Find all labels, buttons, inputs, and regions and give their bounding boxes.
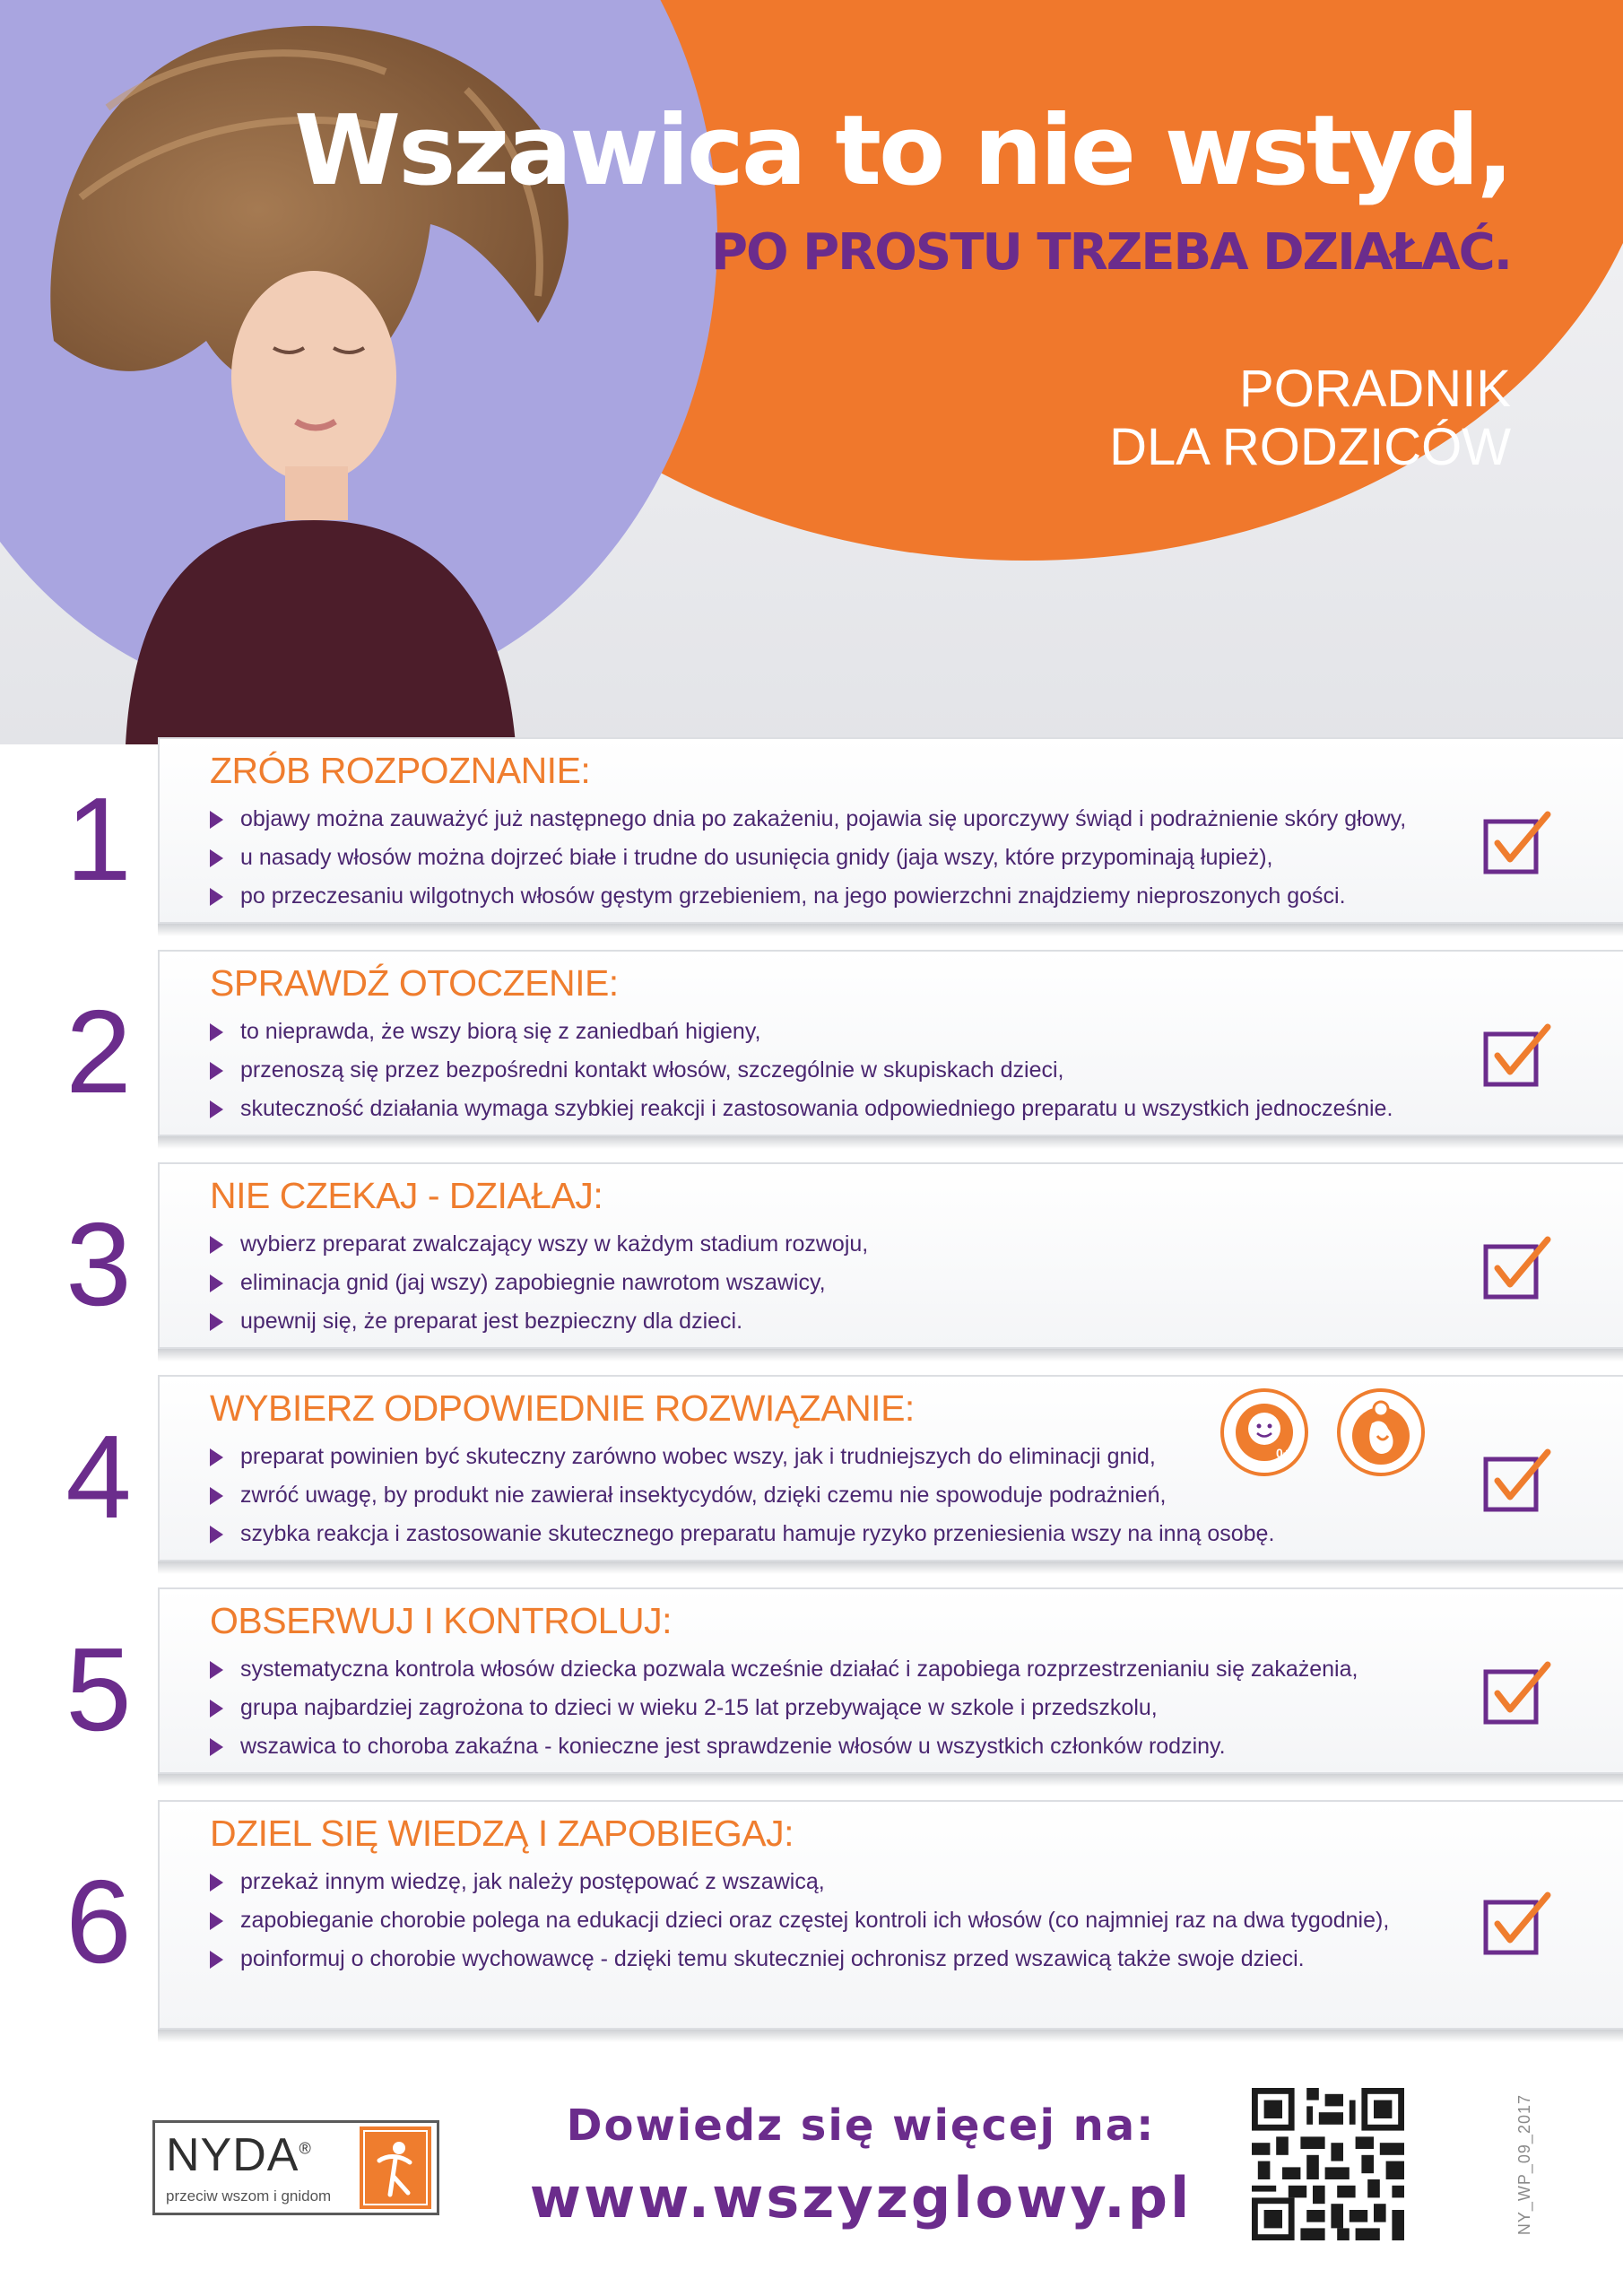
list-item: preparat powinien być skuteczny zarówno wobec wszy, jak i trudniejszych do eliminacji gnid, xyxy=(210,1438,1483,1476)
list-item: po przeczesaniu wilgotnych włosów gęstym grzebieniem, na jego powierzchni znajdziemy nieproszonych gości. xyxy=(210,877,1483,916)
step-number: 3 xyxy=(65,1198,132,1330)
list-item: zwróć uwagę, by produkt nie zawierał insektycydów, dzięki czemu nie spowoduje podrażnień, xyxy=(210,1476,1483,1515)
step-card-shadow xyxy=(158,2030,1623,2042)
brand-registered-mark: ® xyxy=(299,2139,312,2158)
more-info xyxy=(520,2100,1202,2231)
list-item: to nieprawda, że wszy biorą się z zaniedbań higieny, xyxy=(210,1013,1483,1051)
list-item: u nasady włosów można dojrzeć białe i trudne do usunięcia gnidy (jaja wszy, które przypominają łupież), xyxy=(210,839,1483,877)
list-item: systematyczna kontrola włosów dziecka pozwala wcześnie działać i zapobiega rozprzestrzenianiu się zakażenia, xyxy=(210,1650,1483,1689)
guide-label-line-2: DLA RODZICÓW xyxy=(1109,417,1511,476)
page-subtitle: PO PROSTU TRZEBA DZIAŁAĆ. xyxy=(710,223,1511,282)
print-code: NY_WP_09_2017 xyxy=(1515,2094,1533,2236)
checkbox-checked-icon xyxy=(1483,1890,1553,1958)
website-link[interactable]: www.wszyzglowy.pl xyxy=(529,2165,1193,2231)
step-heading: OBSERWUJ I KONTROLUJ: xyxy=(210,1600,672,1641)
step-items xyxy=(210,800,1483,916)
step-card-shadow xyxy=(158,1136,1623,1149)
brand-tagline: przeciw wszom i gnidom xyxy=(166,2187,332,2205)
step-items xyxy=(210,1863,1483,1979)
step-items xyxy=(210,1013,1483,1128)
step-2 xyxy=(0,950,1623,1162)
child-safe-badge-icon xyxy=(1219,1387,1309,1477)
checkbox-checked-icon xyxy=(1483,1447,1553,1515)
age-label: 0+ xyxy=(1276,1446,1290,1460)
step-heading: DZIEL SIĘ WIEDZĄ I ZAPOBIEGAJ: xyxy=(210,1813,794,1854)
list-item: wybierz preparat zwalczający wszy w każdym stadium rozwoju, xyxy=(210,1225,1483,1264)
list-item: upewnij się, że preparat jest bezpieczny dla dzieci. xyxy=(210,1302,1483,1341)
list-item: wszawica to choroba zakaźna - konieczne jest sprawdzenie włosów u wszystkich członków rodziny. xyxy=(210,1727,1483,1766)
step-1 xyxy=(0,737,1623,950)
brand-logo xyxy=(152,2120,439,2215)
step-card-shadow xyxy=(158,1561,1623,1574)
list-item: objawy można zauważyć już następnego dnia po zakażeniu, pojawia się uporczywy świąd i podrażnienie skóry głowy, xyxy=(210,800,1483,839)
list-item: przenoszą się przez bezpośredni kontakt włosów, szczególnie w skupiskach dzieci, xyxy=(210,1051,1483,1090)
list-item: przekaż innym wiedzę, jak należy postępować z wszawicą, xyxy=(210,1863,1483,1901)
step-6 xyxy=(0,1800,1623,2056)
step-heading: WYBIERZ ODPOWIEDNIE ROZWIĄZANIE: xyxy=(210,1387,915,1429)
checkbox-checked-icon xyxy=(1483,1659,1553,1727)
brand-emblem-icon xyxy=(360,2126,431,2209)
qr-code-icon[interactable] xyxy=(1252,2088,1404,2240)
list-item: poinformuj o chorobie wychowawcę - dzięki temu skuteczniej ochronisz przed wszawicą także swoje dzieci. xyxy=(210,1940,1483,1979)
step-card-shadow xyxy=(158,1349,1623,1361)
step-number: 5 xyxy=(65,1623,132,1755)
list-item: szybka reakcja i zastosowanie skutecznego preparatu hamuje ryzyko przeniesienia wszy na inną osobę. xyxy=(210,1515,1483,1553)
hero-title-block xyxy=(293,95,1511,477)
step-card-shadow xyxy=(158,924,1623,936)
step-number: 2 xyxy=(65,986,132,1118)
guide-label-line-1: PORADNIK xyxy=(1239,360,1511,418)
step-heading: SPRAWDŹ OTOCZENIE: xyxy=(210,962,619,1004)
step-number: 4 xyxy=(65,1411,132,1543)
list-item: skuteczność działania wymaga szybkiej reakcji i zastosowania odpowiedniego preparatu u wszystkich jednocześnie. xyxy=(210,1090,1483,1128)
list-item: grupa najbardziej zagrożona to dzieci w wieku 2-15 lat przebywające w szkole i przedszkolu, xyxy=(210,1689,1483,1727)
list-item: eliminacja gnid (jaj wszy) zapobiegnie nawrotom wszawicy, xyxy=(210,1264,1483,1302)
pregnancy-safe-badge-icon xyxy=(1336,1387,1426,1477)
hero-banner xyxy=(0,0,1623,744)
guide-label xyxy=(294,361,1511,477)
step-3 xyxy=(0,1162,1623,1375)
list-item: zapobieganie chorobie polega na edukacji dzieci oraz częstej kontroli ich włosów (co najmniej raz na dwa tygodnie), xyxy=(210,1901,1483,1940)
step-heading: NIE CZEKAJ - DZIAŁAJ: xyxy=(210,1175,603,1216)
checkbox-checked-icon xyxy=(1483,1022,1553,1090)
step-number: 1 xyxy=(65,773,132,905)
checkbox-checked-icon xyxy=(1483,809,1553,877)
more-info-label: Dowiedz się więcej na: xyxy=(566,2100,1156,2151)
page-title: Wszawica to nie wstyd, xyxy=(293,95,1511,207)
step-number: 6 xyxy=(65,1856,132,1987)
step-heading: ZRÓB ROZPOZNANIE: xyxy=(210,750,591,791)
step-card-shadow xyxy=(158,1774,1623,1787)
step-items xyxy=(210,1650,1483,1766)
step-5 xyxy=(0,1587,1623,1800)
brand-name-text: NYDA xyxy=(166,2129,299,2181)
step-items xyxy=(210,1225,1483,1341)
checkbox-checked-icon xyxy=(1483,1234,1553,1302)
brand-name xyxy=(166,2128,312,2182)
